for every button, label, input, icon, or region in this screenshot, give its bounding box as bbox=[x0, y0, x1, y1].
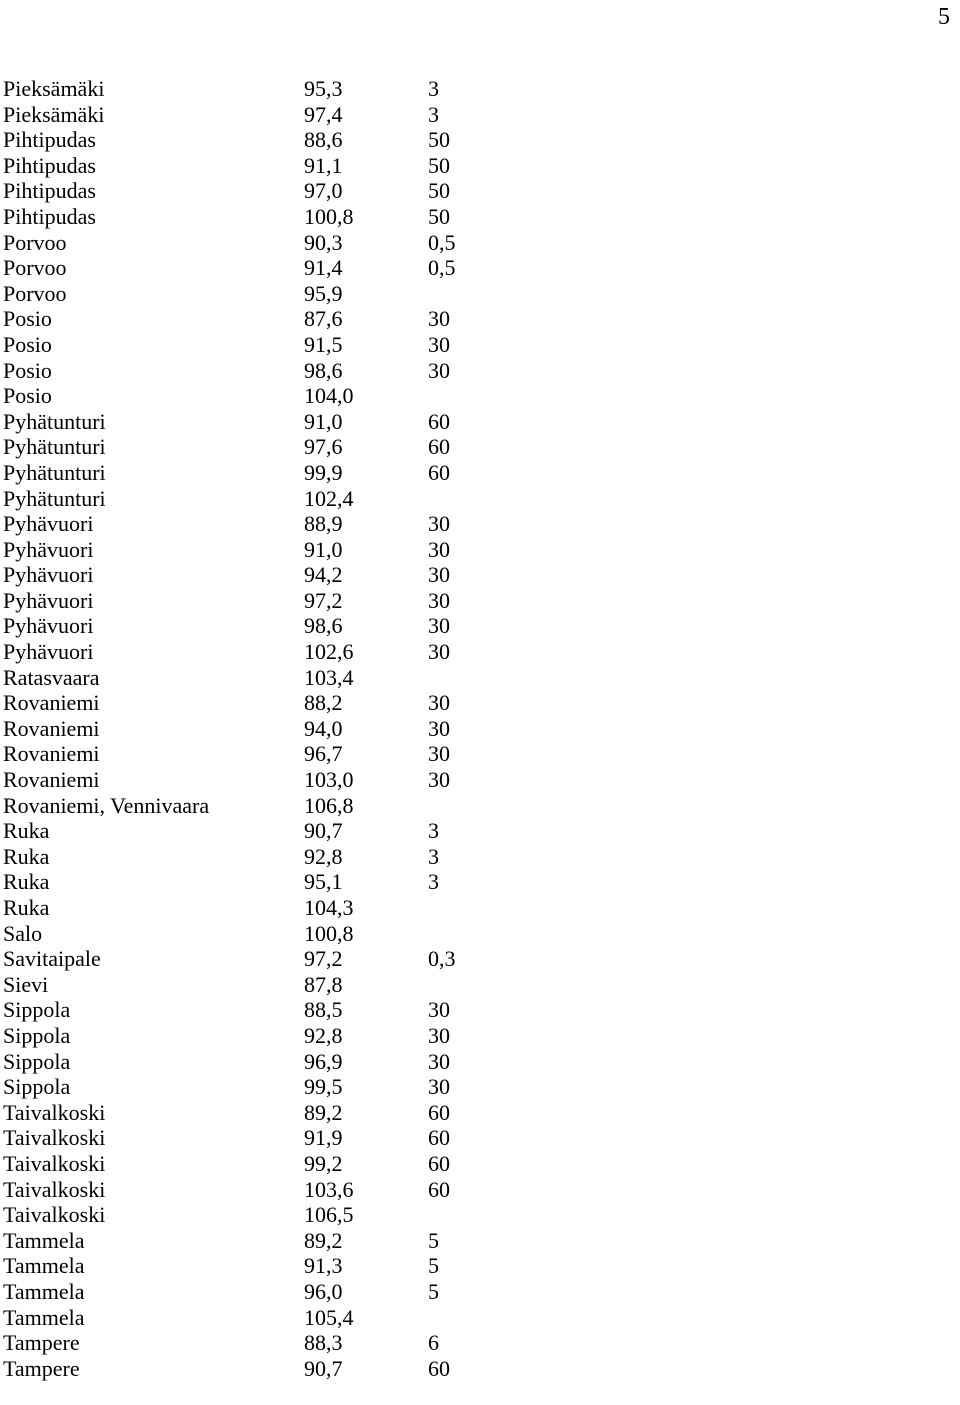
power-cell: 6 bbox=[428, 1330, 439, 1356]
station-name-cell: Rovaniemi bbox=[3, 690, 100, 716]
frequency-cell: 97,4 bbox=[304, 101, 343, 127]
power-cell: 3 bbox=[428, 869, 439, 895]
station-name-cell: Pihtipudas bbox=[3, 152, 96, 178]
power-cell: 30 bbox=[428, 639, 450, 665]
station-name-cell: Ruka bbox=[3, 818, 50, 844]
power-cell: 50 bbox=[428, 178, 450, 204]
frequency-cell: 98,6 bbox=[304, 357, 343, 383]
power-cell: 30 bbox=[428, 562, 450, 588]
station-name-cell: Tammela bbox=[3, 1278, 85, 1304]
station-name-cell: Rovaniemi bbox=[3, 715, 100, 741]
power-cell: 30 bbox=[428, 357, 450, 383]
power-cell: 0,5 bbox=[428, 229, 456, 255]
frequency-cell: 94,2 bbox=[304, 562, 343, 588]
frequency-cell: 91,1 bbox=[304, 152, 343, 178]
station-name-cell: Porvoo bbox=[3, 229, 67, 255]
station-name-cell: Pieksämäki bbox=[3, 101, 105, 127]
power-cell: 60 bbox=[428, 408, 450, 434]
station-name-cell: Taivalkoski bbox=[3, 1176, 106, 1202]
station-name-cell: Pyhävuori bbox=[3, 536, 94, 562]
station-name-cell: Sippola bbox=[3, 1022, 71, 1048]
station-name-cell: Pyhävuori bbox=[3, 562, 94, 588]
power-cell: 60 bbox=[428, 1150, 450, 1176]
power-cell: 30 bbox=[428, 767, 450, 793]
power-cell: 60 bbox=[428, 459, 450, 485]
power-cell: 50 bbox=[428, 203, 450, 229]
power-cell: 50 bbox=[428, 127, 450, 153]
power-cell: 30 bbox=[428, 511, 450, 537]
frequency-cell: 95,9 bbox=[304, 280, 343, 306]
frequency-cell: 91,5 bbox=[304, 331, 343, 357]
power-cell: 60 bbox=[428, 1099, 450, 1125]
station-name-cell: Pyhävuori bbox=[3, 511, 94, 537]
station-name-cell: Taivalkoski bbox=[3, 1099, 106, 1125]
frequency-cell: 94,0 bbox=[304, 715, 343, 741]
station-name-cell: Sippola bbox=[3, 997, 71, 1023]
station-name-cell: Pihtipudas bbox=[3, 127, 96, 153]
power-cell: 30 bbox=[428, 997, 450, 1023]
frequency-cell: 102,4 bbox=[304, 485, 354, 511]
frequency-cell: 91,0 bbox=[304, 408, 343, 434]
power-cell: 30 bbox=[428, 587, 450, 613]
station-name-cell: Taivalkoski bbox=[3, 1125, 106, 1151]
power-cell: 30 bbox=[428, 690, 450, 716]
station-name-cell: Ruka bbox=[3, 895, 50, 920]
station-name-cell: Ruka bbox=[3, 869, 50, 895]
frequency-cell: 104,0 bbox=[304, 383, 354, 409]
frequency-cell: 99,2 bbox=[304, 1150, 343, 1176]
frequency-cell: 91,0 bbox=[304, 536, 343, 562]
station-name-cell: Pyhätunturi bbox=[3, 434, 106, 460]
power-cell: 60 bbox=[428, 1355, 450, 1381]
frequency-cell: 95,1 bbox=[304, 869, 343, 895]
power-cell: 5 bbox=[428, 1253, 439, 1279]
station-name-cell: Sippola bbox=[3, 1048, 71, 1074]
station-name-cell: Ratasvaara bbox=[3, 664, 100, 690]
station-name-cell: Porvoo bbox=[3, 255, 67, 281]
power-cell: 60 bbox=[428, 434, 450, 460]
frequency-cell: 91,9 bbox=[304, 1125, 343, 1151]
frequency-cell: 90,7 bbox=[304, 818, 343, 844]
frequency-cell: 104,3 bbox=[304, 895, 354, 920]
frequency-cell: 89,2 bbox=[304, 1099, 343, 1125]
frequency-cell: 97,2 bbox=[304, 946, 343, 972]
station-name-cell: Posio bbox=[3, 306, 52, 332]
power-cell: 30 bbox=[428, 331, 450, 357]
station-name-cell: Tammela bbox=[3, 1253, 85, 1279]
station-name-cell: Rovaniemi bbox=[3, 767, 100, 793]
station-name-cell: Pyhävuori bbox=[3, 639, 94, 665]
station-name-cell: Sippola bbox=[3, 1074, 71, 1100]
frequency-cell: 100,8 bbox=[304, 203, 354, 229]
power-cell: 30 bbox=[428, 1048, 450, 1074]
frequency-cell: 102,6 bbox=[304, 639, 354, 665]
power-cell: 5 bbox=[428, 1227, 439, 1253]
station-name-cell: Posio bbox=[3, 383, 52, 409]
frequency-cell: 92,8 bbox=[304, 1022, 343, 1048]
power-cell: 30 bbox=[428, 1022, 450, 1048]
station-name-cell: Posio bbox=[3, 331, 52, 357]
frequency-cell: 88,9 bbox=[304, 511, 343, 537]
frequency-cell: 88,6 bbox=[304, 127, 343, 153]
frequency-cell: 95,3 bbox=[304, 76, 343, 101]
frequency-cell: 97,0 bbox=[304, 178, 343, 204]
page-number: 5 bbox=[938, 4, 950, 30]
station-name-cell: Tampere bbox=[3, 1355, 80, 1381]
frequency-cell: 91,4 bbox=[304, 255, 343, 281]
frequency-cell: 88,2 bbox=[304, 690, 343, 716]
frequency-cell: 90,3 bbox=[304, 229, 343, 255]
station-name-cell: Salo bbox=[3, 920, 43, 946]
station-name-cell: Pieksämäki bbox=[3, 76, 105, 101]
power-cell: 3 bbox=[428, 843, 439, 869]
frequency-cell: 87,6 bbox=[304, 306, 343, 332]
frequency-cell: 99,5 bbox=[304, 1074, 343, 1100]
frequency-cell: 103,6 bbox=[304, 1176, 354, 1202]
frequency-cell: 98,6 bbox=[304, 613, 343, 639]
power-cell: 3 bbox=[428, 818, 439, 844]
station-name-cell: Pyhätunturi bbox=[3, 459, 106, 485]
frequency-cell: 90,7 bbox=[304, 1355, 343, 1381]
station-name-cell: Taivalkoski bbox=[3, 1202, 106, 1228]
power-cell: 30 bbox=[428, 536, 450, 562]
power-cell: 30 bbox=[428, 306, 450, 332]
frequency-cell: 99,9 bbox=[304, 459, 343, 485]
station-name-cell: Savitaipale bbox=[3, 946, 101, 972]
power-cell: 0,3 bbox=[428, 946, 456, 972]
frequency-cell: 97,2 bbox=[304, 587, 343, 613]
frequency-cell: 106,8 bbox=[304, 792, 354, 818]
station-name-cell: Rovaniemi bbox=[3, 741, 100, 767]
station-name-cell: Taivalkoski bbox=[3, 1150, 106, 1176]
power-cell: 60 bbox=[428, 1125, 450, 1151]
power-cell: 0,5 bbox=[428, 255, 456, 281]
frequency-cell: 91,3 bbox=[304, 1253, 343, 1279]
frequency-cell: 96,9 bbox=[304, 1048, 343, 1074]
frequency-cell: 96,0 bbox=[304, 1278, 343, 1304]
power-cell: 50 bbox=[428, 152, 450, 178]
frequency-cell: 92,8 bbox=[304, 843, 343, 869]
station-name-cell: Pyhävuori bbox=[3, 613, 94, 639]
station-name-cell: Porvoo bbox=[3, 280, 67, 306]
power-cell: 5 bbox=[428, 1278, 439, 1304]
station-name-cell: Pyhätunturi bbox=[3, 485, 106, 511]
power-cell: 3 bbox=[428, 101, 439, 127]
frequency-cell: 105,4 bbox=[304, 1304, 354, 1330]
power-cell: 30 bbox=[428, 1074, 450, 1100]
station-name-cell: Pihtipudas bbox=[3, 178, 96, 204]
frequency-cell: 106,5 bbox=[304, 1202, 354, 1228]
frequency-cell: 96,7 bbox=[304, 741, 343, 767]
frequency-cell: 88,3 bbox=[304, 1330, 343, 1356]
station-name-cell: Tammela bbox=[3, 1227, 85, 1253]
frequency-cell: 97,6 bbox=[304, 434, 343, 460]
power-cell: 30 bbox=[428, 741, 450, 767]
station-name-cell: Tammela bbox=[3, 1304, 85, 1330]
station-name-cell: Posio bbox=[3, 357, 52, 383]
station-name-cell: Pyhätunturi bbox=[3, 408, 106, 434]
frequency-cell: 87,8 bbox=[304, 971, 343, 997]
power-cell: 60 bbox=[428, 1176, 450, 1202]
power-cell: 30 bbox=[428, 613, 450, 639]
power-cell: 30 bbox=[428, 715, 450, 741]
station-name-cell: Pyhävuori bbox=[3, 587, 94, 613]
station-name-cell: Tampere bbox=[3, 1330, 80, 1356]
station-name-cell: Pihtipudas bbox=[3, 203, 96, 229]
power-cell: 3 bbox=[428, 76, 439, 101]
frequency-cell: 103,0 bbox=[304, 767, 354, 793]
station-name-cell: Rovaniemi, Vennivaara bbox=[3, 792, 210, 818]
frequency-cell: 89,2 bbox=[304, 1227, 343, 1253]
station-name-cell: Ruka bbox=[3, 843, 50, 869]
station-name-cell: Sievi bbox=[3, 971, 49, 997]
frequency-cell: 103,4 bbox=[304, 664, 354, 690]
frequency-cell: 88,5 bbox=[304, 997, 343, 1023]
frequency-cell: 100,8 bbox=[304, 920, 354, 946]
